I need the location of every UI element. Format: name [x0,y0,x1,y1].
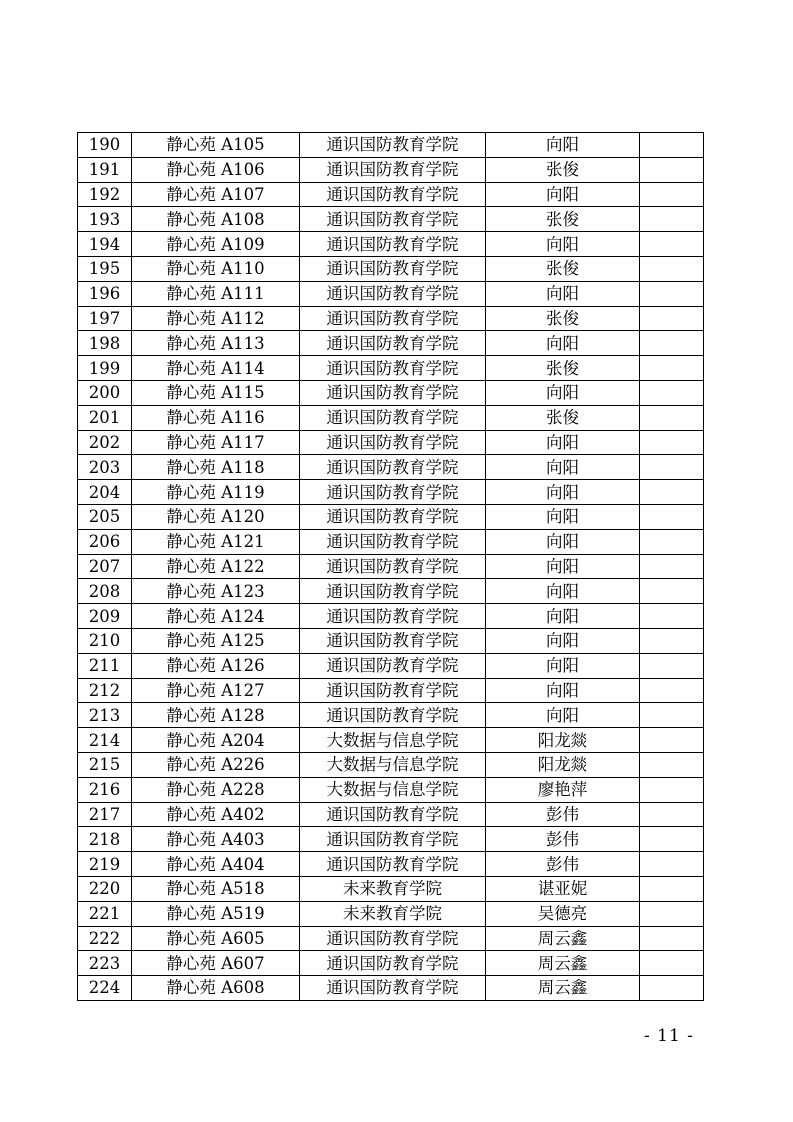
table-row [78,356,704,381]
room-cell: 静心苑 A108 [132,207,300,232]
room-cell: 静心苑 A228 [132,777,300,802]
remark-cell [640,653,704,678]
table-row [78,728,704,753]
person-name-cell: 彭伟 [486,852,640,877]
remark-cell [640,579,704,604]
row-number-cell: 190 [78,133,132,158]
college-cell: 未来教育学院 [300,901,486,926]
row-number-cell: 207 [78,554,132,579]
remark-cell [640,728,704,753]
table-row [78,827,704,852]
row-number-cell: 208 [78,579,132,604]
college-cell: 通识国防教育学院 [300,281,486,306]
remark-cell [640,480,704,505]
college-cell: 大数据与信息学院 [300,728,486,753]
remark-cell [640,306,704,331]
college-cell: 大数据与信息学院 [300,777,486,802]
person-name-cell: 张俊 [486,157,640,182]
college-cell: 通识国防教育学院 [300,504,486,529]
room-cell: 静心苑 A126 [132,653,300,678]
table-row [78,480,704,505]
college-cell: 通识国防教育学院 [300,405,486,430]
remark-cell [640,529,704,554]
table-row [78,628,704,653]
college-cell: 通识国防教育学院 [300,529,486,554]
table-row [78,926,704,951]
college-cell: 通识国防教育学院 [300,976,486,1001]
table-row [78,455,704,480]
row-number-cell: 198 [78,331,132,356]
room-cell: 静心苑 A226 [132,752,300,777]
room-cell: 静心苑 A109 [132,232,300,257]
row-number-cell: 220 [78,876,132,901]
college-cell: 通识国防教育学院 [300,356,486,381]
remark-cell [640,455,704,480]
row-number-cell: 193 [78,207,132,232]
remark-cell [640,554,704,579]
room-cell: 静心苑 A204 [132,728,300,753]
table-row [78,529,704,554]
room-cell: 静心苑 A121 [132,529,300,554]
person-name-cell: 彭伟 [486,827,640,852]
table-row [78,604,704,629]
row-number-cell: 199 [78,356,132,381]
room-cell: 静心苑 A127 [132,678,300,703]
person-name-cell: 张俊 [486,405,640,430]
table-row [78,182,704,207]
row-number-cell: 202 [78,430,132,455]
table-row [78,951,704,976]
person-name-cell: 向阳 [486,628,640,653]
person-name-cell: 向阳 [486,281,640,306]
room-cell: 静心苑 A128 [132,703,300,728]
table-row [78,802,704,827]
remark-cell [640,207,704,232]
table-row [78,133,704,158]
remark-cell [640,926,704,951]
college-cell: 通识国防教育学院 [300,256,486,281]
room-cell: 静心苑 A605 [132,926,300,951]
room-cell: 静心苑 A106 [132,157,300,182]
remark-cell [640,157,704,182]
person-name-cell: 谌亚妮 [486,876,640,901]
row-number-cell: 195 [78,256,132,281]
row-number-cell: 218 [78,827,132,852]
college-cell: 通识国防教育学院 [300,133,486,158]
room-cell: 静心苑 A123 [132,579,300,604]
college-cell: 通识国防教育学院 [300,554,486,579]
remark-cell [640,802,704,827]
person-name-cell: 向阳 [486,678,640,703]
row-number-cell: 194 [78,232,132,257]
room-cell: 静心苑 A112 [132,306,300,331]
room-cell: 静心苑 A105 [132,133,300,158]
college-cell: 通识国防教育学院 [300,380,486,405]
row-number-cell: 215 [78,752,132,777]
room-cell: 静心苑 A608 [132,976,300,1001]
room-cell: 静心苑 A124 [132,604,300,629]
college-cell: 通识国防教育学院 [300,306,486,331]
row-number-cell: 196 [78,281,132,306]
college-cell: 通识国防教育学院 [300,852,486,877]
college-cell: 通识国防教育学院 [300,430,486,455]
table-row [78,876,704,901]
room-cell: 静心苑 A116 [132,405,300,430]
person-name-cell: 向阳 [486,455,640,480]
room-assignment-table [77,132,704,1001]
remark-cell [640,976,704,1001]
college-cell: 大数据与信息学院 [300,752,486,777]
row-number-cell: 213 [78,703,132,728]
person-name-cell: 廖艳萍 [486,777,640,802]
room-cell: 静心苑 A120 [132,504,300,529]
table-row [78,157,704,182]
table-row [78,380,704,405]
table-row [78,752,704,777]
person-name-cell: 周云鑫 [486,976,640,1001]
page-number: - 11 - [644,1026,694,1046]
table-row [78,281,704,306]
college-cell: 通识国防教育学院 [300,827,486,852]
room-cell: 静心苑 A110 [132,256,300,281]
person-name-cell: 张俊 [486,256,640,281]
table-row [78,703,704,728]
row-number-cell: 200 [78,380,132,405]
person-name-cell: 向阳 [486,331,640,356]
person-name-cell: 向阳 [486,182,640,207]
room-cell: 静心苑 A125 [132,628,300,653]
college-cell: 通识国防教育学院 [300,628,486,653]
college-cell: 通识国防教育学院 [300,604,486,629]
person-name-cell: 向阳 [486,380,640,405]
person-name-cell: 张俊 [486,356,640,381]
person-name-cell: 向阳 [486,529,640,554]
table-row [78,207,704,232]
table-row [78,331,704,356]
table-row [78,306,704,331]
room-cell: 静心苑 A107 [132,182,300,207]
row-number-cell: 205 [78,504,132,529]
remark-cell [640,678,704,703]
college-cell: 通识国防教育学院 [300,579,486,604]
row-number-cell: 217 [78,802,132,827]
remark-cell [640,232,704,257]
table-row [78,579,704,604]
person-name-cell: 彭伟 [486,802,640,827]
table-row [78,232,704,257]
table-row [78,554,704,579]
room-cell: 静心苑 A117 [132,430,300,455]
room-cell: 静心苑 A119 [132,480,300,505]
person-name-cell: 张俊 [486,306,640,331]
college-cell: 通识国防教育学院 [300,455,486,480]
row-number-cell: 219 [78,852,132,877]
remark-cell [640,256,704,281]
room-cell: 静心苑 A111 [132,281,300,306]
college-cell: 通识国防教育学院 [300,703,486,728]
row-number-cell: 224 [78,976,132,1001]
person-name-cell: 周云鑫 [486,926,640,951]
room-cell: 静心苑 A404 [132,852,300,877]
row-number-cell: 212 [78,678,132,703]
row-number-cell: 223 [78,951,132,976]
row-number-cell: 206 [78,529,132,554]
table-row [78,901,704,926]
remark-cell [640,703,704,728]
person-name-cell: 向阳 [486,232,640,257]
row-number-cell: 203 [78,455,132,480]
row-number-cell: 192 [78,182,132,207]
person-name-cell: 周云鑫 [486,951,640,976]
remark-cell [640,356,704,381]
person-name-cell: 向阳 [486,480,640,505]
college-cell: 通识国防教育学院 [300,653,486,678]
remark-cell [640,752,704,777]
remark-cell [640,876,704,901]
college-cell: 通识国防教育学院 [300,232,486,257]
row-number-cell: 222 [78,926,132,951]
remark-cell [640,281,704,306]
row-number-cell: 214 [78,728,132,753]
college-cell: 通识国防教育学院 [300,802,486,827]
room-cell: 静心苑 A519 [132,901,300,926]
row-number-cell: 204 [78,480,132,505]
person-name-cell: 向阳 [486,703,640,728]
remark-cell [640,405,704,430]
person-name-cell: 向阳 [486,604,640,629]
table-row [78,256,704,281]
room-cell: 静心苑 A115 [132,380,300,405]
college-cell: 通识国防教育学院 [300,182,486,207]
remark-cell [640,628,704,653]
person-name-cell: 向阳 [486,554,640,579]
row-number-cell: 210 [78,628,132,653]
person-name-cell: 向阳 [486,133,640,158]
table-row [78,405,704,430]
row-number-cell: 201 [78,405,132,430]
college-cell: 通识国防教育学院 [300,480,486,505]
room-cell: 静心苑 A114 [132,356,300,381]
person-name-cell: 阳龙燚 [486,752,640,777]
college-cell: 通识国防教育学院 [300,951,486,976]
college-cell: 未来教育学院 [300,876,486,901]
college-cell: 通识国防教育学院 [300,331,486,356]
room-cell: 静心苑 A607 [132,951,300,976]
row-number-cell: 221 [78,901,132,926]
person-name-cell: 阳龙燚 [486,728,640,753]
table-row [78,777,704,802]
room-cell: 静心苑 A403 [132,827,300,852]
row-number-cell: 209 [78,604,132,629]
remark-cell [640,827,704,852]
table-row [78,653,704,678]
room-cell: 静心苑 A518 [132,876,300,901]
remark-cell [640,380,704,405]
remark-cell [640,901,704,926]
table-row [78,852,704,877]
room-cell: 静心苑 A118 [132,455,300,480]
person-name-cell: 张俊 [486,207,640,232]
row-number-cell: 216 [78,777,132,802]
person-name-cell: 向阳 [486,430,640,455]
remark-cell [640,777,704,802]
remark-cell [640,504,704,529]
person-name-cell: 向阳 [486,504,640,529]
college-cell: 通识国防教育学院 [300,207,486,232]
room-cell: 静心苑 A122 [132,554,300,579]
person-name-cell: 向阳 [486,579,640,604]
row-number-cell: 211 [78,653,132,678]
room-cell: 静心苑 A402 [132,802,300,827]
room-cell: 静心苑 A113 [132,331,300,356]
college-cell: 通识国防教育学院 [300,926,486,951]
remark-cell [640,331,704,356]
row-number-cell: 191 [78,157,132,182]
person-name-cell: 吴德亮 [486,901,640,926]
table-row [78,504,704,529]
table-row [78,430,704,455]
remark-cell [640,951,704,976]
table-body [78,133,704,1001]
person-name-cell: 向阳 [486,653,640,678]
remark-cell [640,852,704,877]
college-cell: 通识国防教育学院 [300,678,486,703]
remark-cell [640,133,704,158]
remark-cell [640,604,704,629]
remark-cell [640,430,704,455]
college-cell: 通识国防教育学院 [300,157,486,182]
table-row [78,976,704,1001]
row-number-cell: 197 [78,306,132,331]
table-row [78,678,704,703]
remark-cell [640,182,704,207]
